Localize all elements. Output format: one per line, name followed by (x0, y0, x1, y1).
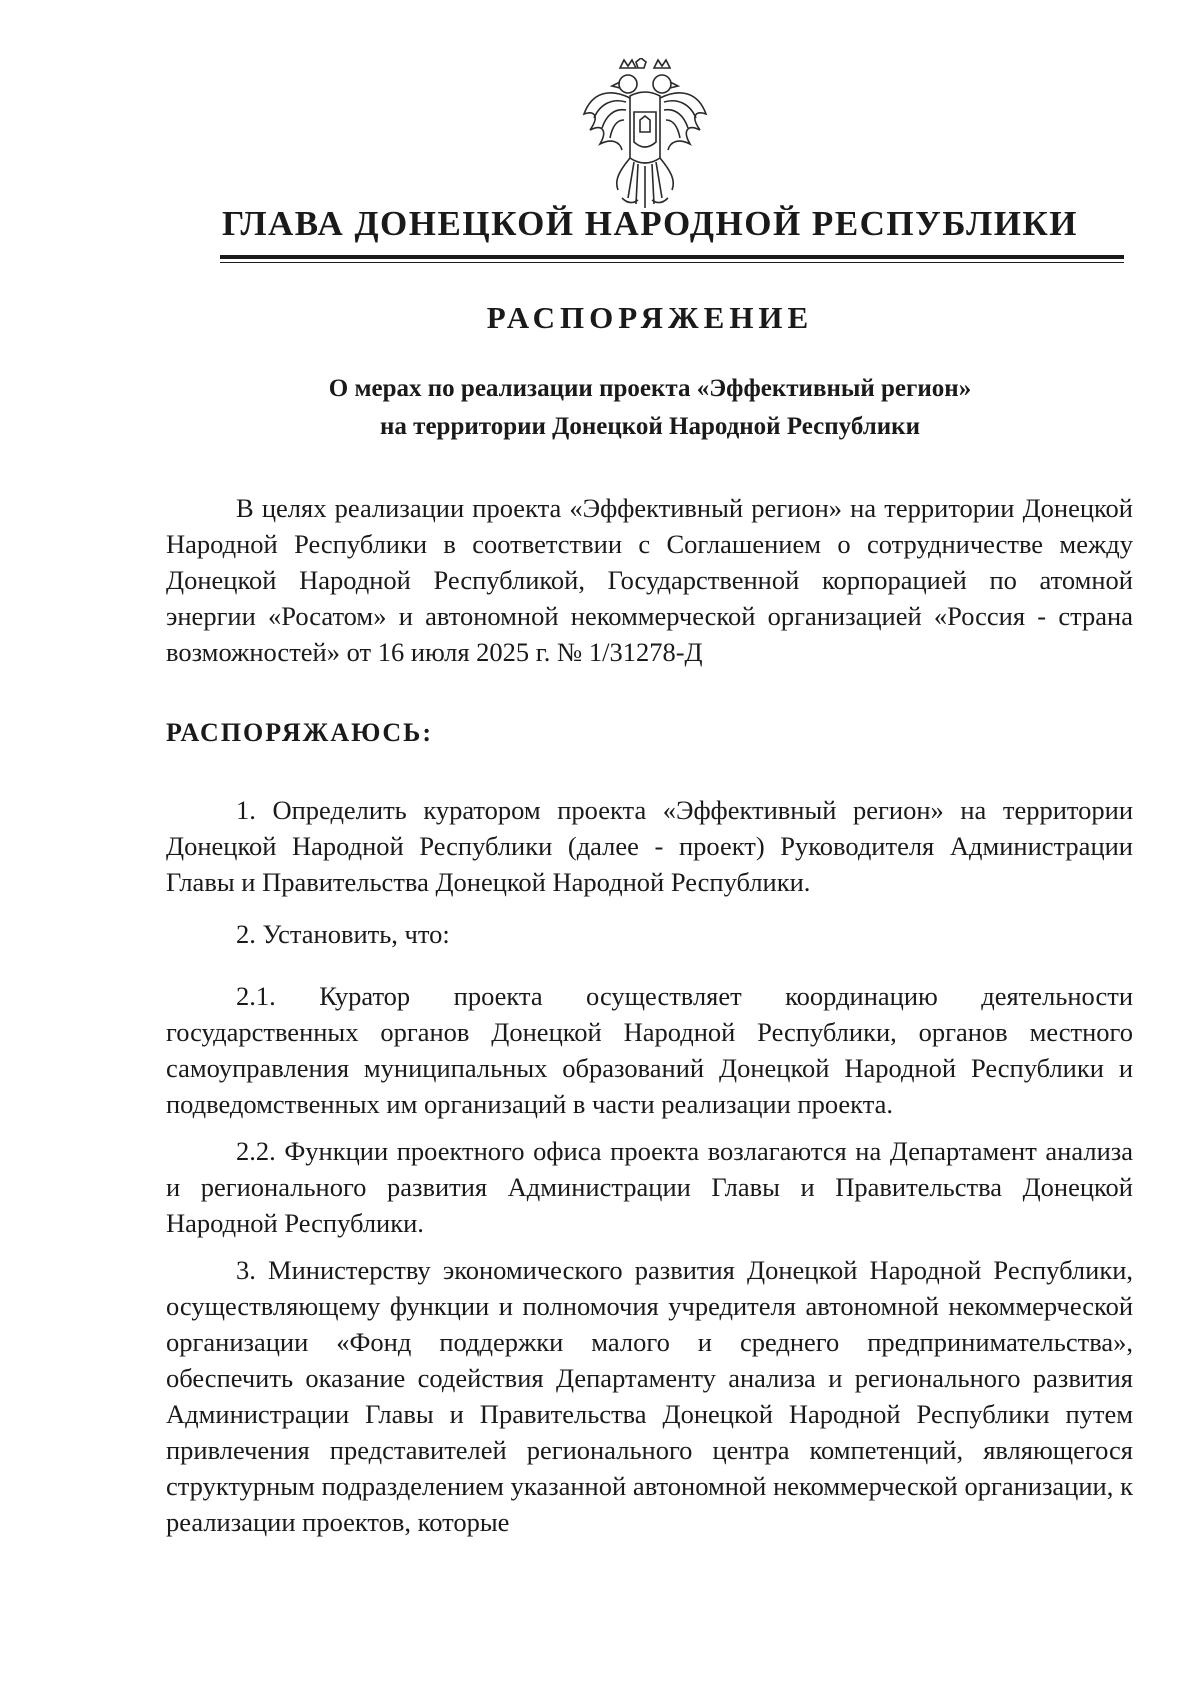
item-2-paragraph: 2. Установить, что: (236, 919, 450, 949)
subject-line-2: на территории Донецкой Народной Республики (380, 413, 920, 440)
document-type: РАСПОРЯЖЕНИЕ (486, 300, 814, 335)
subject-line-1: О мерах по реализации проекта «Эффективный регион» (328, 375, 972, 402)
header-rule-thin (220, 262, 1124, 263)
item-2-1-paragraph: 2.1. Куратор проекта осуществляет координацию деятельности государственных органов Донецкой Народной Республики, органов местного самоуправления муниципальных образований Донецкой Народной Республики и подведомственных им организаций в части реализации проекта. (166, 981, 1133, 1119)
organization-title: ГЛАВА ДОНЕЦКОЙ НАРОДНОЙ РЕСПУБЛИКИ (221, 204, 1079, 243)
coat-of-arms-icon (580, 58, 710, 216)
document-subject (160, 370, 1140, 446)
header-rule-thick (220, 255, 1124, 259)
directive-heading: РАСПОРЯЖАЮСЬ: (166, 718, 434, 747)
preamble-paragraph: В целях реализации проекта «Эффективный регион» на территории Донецкой Народной Республики в соответствии с Соглашением о сотрудничестве между Донецкой Народной Республикой, Государственной корпорацией по атомной энергии «Росатом» и автономной некоммерческой организацией «Россия - страна возможностей» от 16 июля 2025 г. № 1/31278-Д (166, 493, 1133, 667)
item-1-paragraph: 1. Определить куратором проекта «Эффективный регион» на территории Донецкой Народной Республики (далее - проект) Руководителя Администрации Главы и Правительства Донецкой Народной Республики. (166, 795, 1133, 897)
item-2-2-paragraph: 2.2. Функции проектного офиса проекта возлагаются на Департамент анализа и регионального развития Администрации Главы и Правительства Донецкой Народной Республики. (166, 1136, 1133, 1238)
item-3-paragraph: 3. Министерству экономического развития Донецкой Народной Республики, осуществляющему функции и полномочия учредителя автономной некоммерческой организации «Фонд поддержки малого и среднего предпринимательства», обеспечить оказание содействия Департаменту анализа и регионального развития Администрации Главы и Правительства Донецкой Народной Республики путем привлечения представителей регионального центра компетенций, являющегося структурным подразделением указанной автономной некоммерческой организации, к реализации проектов, которые (166, 1255, 1133, 1537)
